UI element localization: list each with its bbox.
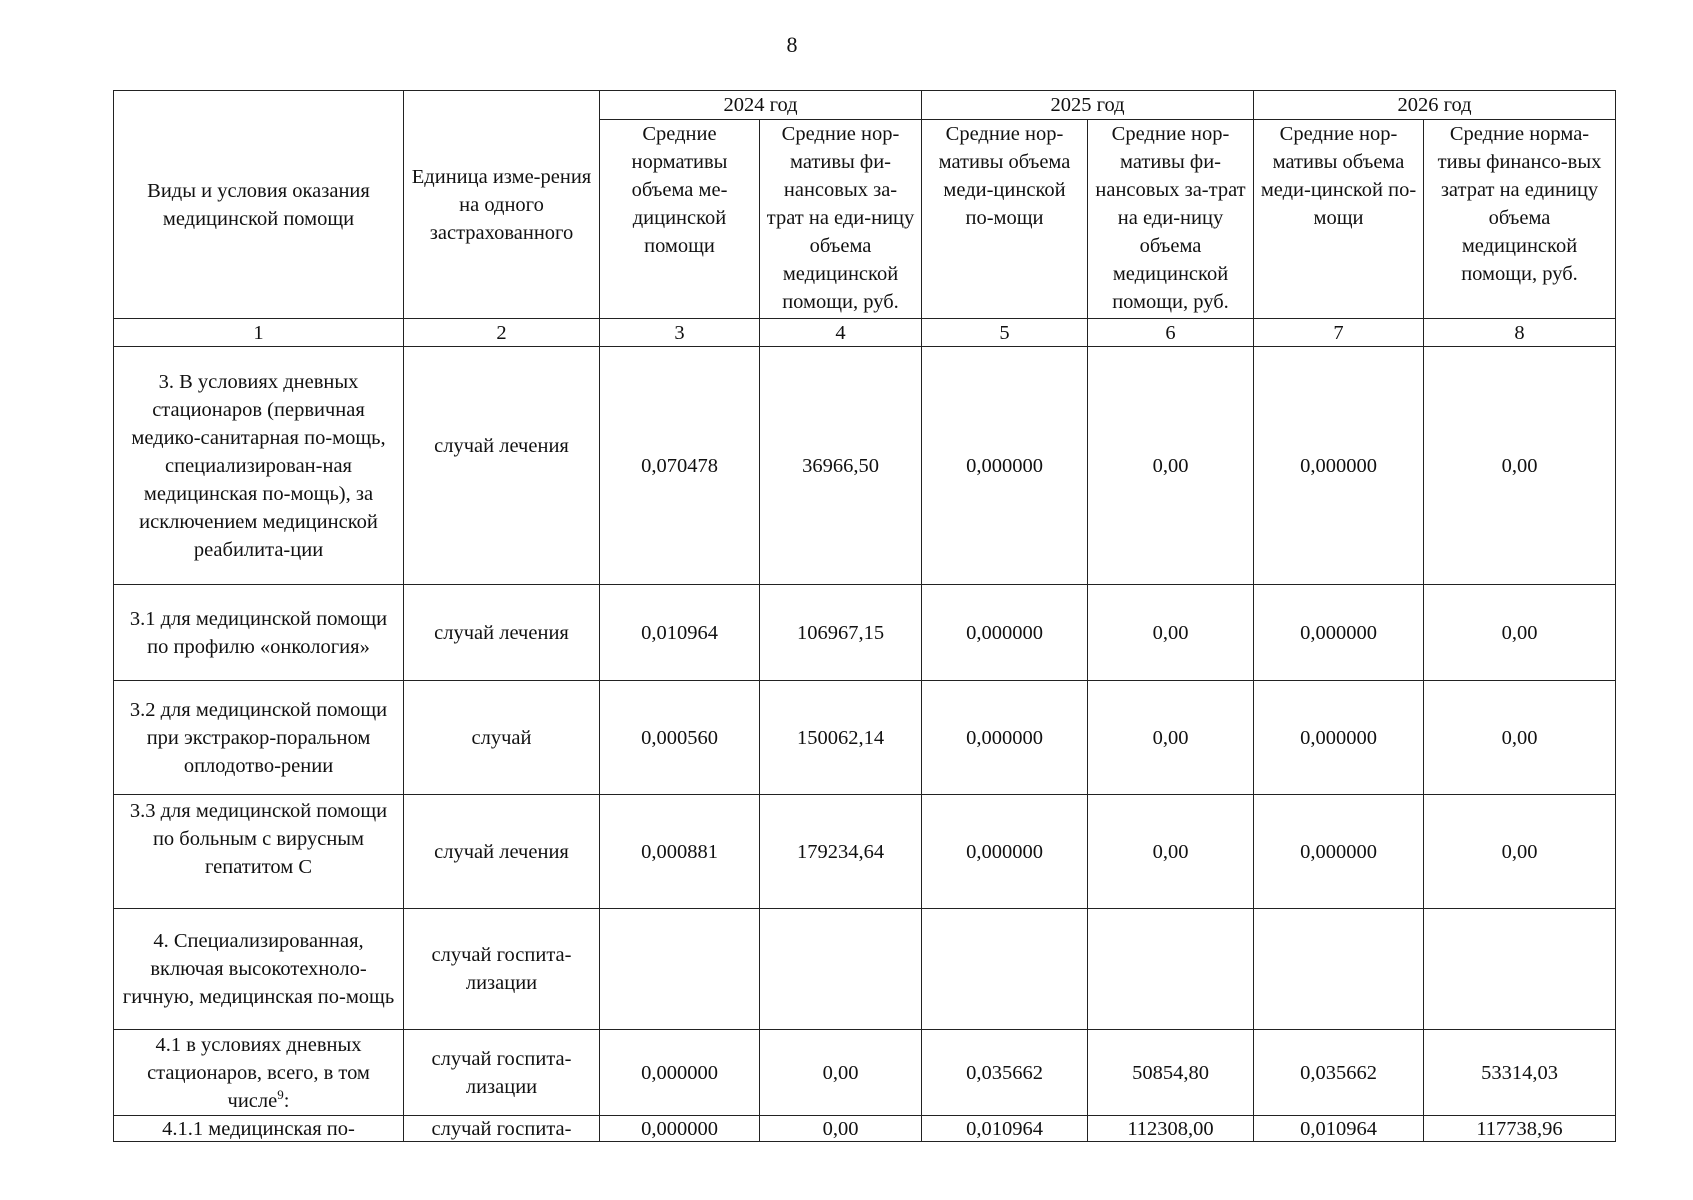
column-number: 1 — [114, 319, 404, 347]
row-unit: случай лечения — [404, 347, 600, 585]
table-row — [114, 1116, 1616, 1142]
subheader-cost-2026: Средние норма-тивы финансо-вых затрат на единицу объема медицинской помощи, руб. — [1424, 120, 1616, 319]
row-value: 112308,00 — [1088, 1116, 1254, 1142]
row-unit: случай — [404, 681, 600, 795]
row-value: 36966,50 — [760, 347, 922, 585]
row-value: 0,00 — [1424, 585, 1616, 681]
row-value: 117738,96 — [1424, 1116, 1616, 1142]
row-value: 53314,03 — [1424, 1030, 1616, 1116]
row-value: 0,000000 — [1254, 681, 1424, 795]
row-value: 0,035662 — [1254, 1030, 1424, 1116]
row-value — [600, 909, 760, 1030]
row-value — [922, 909, 1088, 1030]
row-kind-text: 4.1 в условиях дневных стационаров, всего, в том числе — [147, 1033, 370, 1112]
row-value: 0,00 — [1088, 347, 1254, 585]
row-value: 0,000000 — [600, 1116, 760, 1142]
header-unit: Единица изме-рения на одного застрахованного — [404, 91, 600, 319]
column-number: 3 — [600, 319, 760, 347]
row-value: 0,010964 — [600, 585, 760, 681]
row-kind: 4. Специализированная, включая высокотехноло-гичную, медицинская по-мощь — [114, 909, 404, 1030]
subheader-volume-2025: Средние нор-мативы объема меди-цинской по-мощи — [922, 120, 1088, 319]
row-unit: случай госпита-лизации — [404, 909, 600, 1030]
subheader-volume-2024: Средние нормативы объема ме-дицинской помощи — [600, 120, 760, 319]
header-year-2026: 2026 год — [1254, 91, 1616, 120]
row-value: 0,00 — [1088, 681, 1254, 795]
table-row — [114, 1030, 1616, 1116]
subheader-cost-2024: Средние нор-мативы фи-нансовых за-трат на еди-ницу объема медицинской помощи, руб. — [760, 120, 922, 319]
table-row — [114, 681, 1616, 795]
row-kind: 3.3 для медицинской помощи по больным с вирусным гепатитом С — [114, 795, 404, 909]
table-row — [114, 795, 1616, 909]
row-value — [1254, 909, 1424, 1030]
column-number: 2 — [404, 319, 600, 347]
row-value: 0,00 — [1424, 795, 1616, 909]
row-value: 0,070478 — [600, 347, 760, 585]
row-value: 0,000000 — [922, 585, 1088, 681]
page-number: 8 — [786, 32, 798, 57]
row-kind: 3. В условиях дневных стационаров (первичная медико-санитарная по-мощь, специализирован-ная медицинская по-мощь), за исключением медицинской реабилита-ции — [114, 347, 404, 585]
column-number: 7 — [1254, 319, 1424, 347]
row-value: 0,010964 — [922, 1116, 1088, 1142]
medical-care-norms-table — [113, 90, 1616, 1142]
row-value — [760, 909, 922, 1030]
table-row — [114, 347, 1616, 585]
row-value: 0,000000 — [922, 795, 1088, 909]
row-value: 179234,64 — [760, 795, 922, 909]
row-value: 0,000000 — [922, 347, 1088, 585]
row-kind: 3.2 для медицинской помощи при экстракор-поральном оплодотво-рении — [114, 681, 404, 795]
header-year-2025: 2025 год — [922, 91, 1254, 120]
row-value: 50854,80 — [1088, 1030, 1254, 1116]
row-value: 0,00 — [760, 1030, 922, 1116]
row-value: 0,010964 — [1254, 1116, 1424, 1142]
row-unit: случай лечения — [404, 585, 600, 681]
footnote-mark: 9 — [277, 1086, 284, 1102]
row-value — [1424, 909, 1616, 1030]
row-value: 0,00 — [1088, 795, 1254, 909]
header-kind-of-care: Виды и условия оказания медицинской помощи — [114, 91, 404, 319]
header-row — [114, 91, 1616, 120]
row-value: 0,035662 — [922, 1030, 1088, 1116]
table-row — [114, 585, 1616, 681]
column-number-row — [114, 319, 1616, 347]
table-row — [114, 909, 1616, 1030]
row-value: 0,000000 — [1254, 347, 1424, 585]
row-kind-suffix: : — [283, 1089, 290, 1112]
row-value: 0,000560 — [600, 681, 760, 795]
row-unit: случай госпита-лизации — [404, 1030, 600, 1116]
row-value — [1088, 909, 1254, 1030]
row-value: 0,00 — [1088, 585, 1254, 681]
column-number: 5 — [922, 319, 1088, 347]
row-value: 0,000881 — [600, 795, 760, 909]
row-value: 0,000000 — [1254, 585, 1424, 681]
column-number: 4 — [760, 319, 922, 347]
row-value: 0,00 — [760, 1116, 922, 1142]
row-value: 0,000000 — [922, 681, 1088, 795]
row-unit: случай лечения — [404, 795, 600, 909]
row-unit: случай госпита- — [404, 1116, 600, 1142]
header-year-2024: 2024 год — [600, 91, 922, 120]
row-kind: 4.1.1 медицинская по- — [114, 1116, 404, 1142]
subheader-volume-2026: Средние нор-мативы объема меди-цинской по-мощи — [1254, 120, 1424, 319]
row-value: 0,000000 — [1254, 795, 1424, 909]
row-kind: 3.1 для медицинской помощи по профилю «онкология» — [114, 585, 404, 681]
row-value: 0,00 — [1424, 681, 1616, 795]
row-value: 106967,15 — [760, 585, 922, 681]
column-number: 6 — [1088, 319, 1254, 347]
row-value: 0,000000 — [600, 1030, 760, 1116]
row-value: 0,00 — [1424, 347, 1616, 585]
subheader-cost-2025: Средние нор-мативы фи-нансовых за-трат на еди-ницу объема медицинской помощи, руб. — [1088, 120, 1254, 319]
column-number: 8 — [1424, 319, 1616, 347]
row-kind — [114, 1030, 404, 1116]
row-value: 150062,14 — [760, 681, 922, 795]
